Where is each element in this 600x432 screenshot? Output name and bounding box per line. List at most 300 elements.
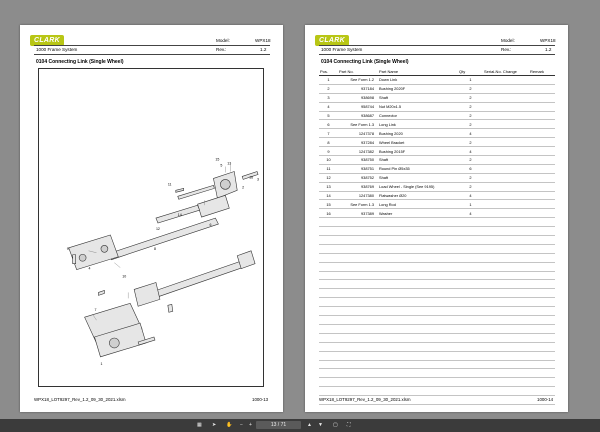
table-row bbox=[319, 316, 555, 325]
part-number-cell bbox=[338, 236, 378, 245]
part-name-cell bbox=[378, 227, 458, 236]
part-number-cell bbox=[338, 333, 378, 342]
serial-change-cell bbox=[483, 76, 529, 85]
serial-change-cell bbox=[483, 84, 529, 93]
pos-cell bbox=[319, 218, 338, 227]
part-name-cell bbox=[378, 360, 458, 369]
quantity-cell: 2 bbox=[458, 173, 483, 182]
pos-cell bbox=[319, 369, 338, 378]
part-number-cell: 938750 bbox=[338, 156, 378, 165]
pos-cell bbox=[319, 298, 338, 307]
part-number-cell bbox=[338, 360, 378, 369]
pin-shape bbox=[98, 290, 104, 295]
part-number-cell bbox=[338, 218, 378, 227]
table-row bbox=[319, 289, 555, 298]
model-value: WPX18 bbox=[540, 38, 556, 43]
callout: 14 bbox=[177, 213, 182, 218]
table-row bbox=[319, 387, 555, 396]
table-row bbox=[319, 369, 555, 378]
part-name-cell: Round Pin Ø5x35 bbox=[378, 164, 458, 173]
pos-cell: 9 bbox=[319, 147, 338, 156]
part-number-cell: 1247380 bbox=[338, 191, 378, 200]
serial-change-cell bbox=[483, 138, 529, 147]
serial-change-cell bbox=[483, 271, 529, 280]
remark-cell bbox=[529, 138, 555, 147]
down-link-shape bbox=[66, 235, 119, 270]
remark-cell bbox=[529, 342, 555, 351]
part-number-cell bbox=[338, 253, 378, 262]
part-name-cell bbox=[378, 236, 458, 245]
part-number-cell: 958744 bbox=[338, 102, 378, 111]
serial-change-cell bbox=[483, 333, 529, 342]
remark-cell bbox=[529, 280, 555, 289]
part-name-cell bbox=[378, 271, 458, 280]
remark-cell bbox=[529, 333, 555, 342]
part-number-cell bbox=[338, 316, 378, 325]
bushing-shape bbox=[79, 254, 86, 261]
rev-value: 1.2 bbox=[260, 47, 267, 52]
pos-cell bbox=[319, 244, 338, 253]
quantity-cell: 4 bbox=[458, 209, 483, 218]
pos-cell: 13 bbox=[319, 182, 338, 191]
quantity-cell bbox=[458, 316, 483, 325]
header-divider bbox=[319, 54, 555, 55]
remark-cell bbox=[529, 191, 555, 200]
serial-change-cell bbox=[483, 129, 529, 138]
part-number-cell bbox=[338, 351, 378, 360]
section-title: 0104 Connecting Link (Single Wheel) bbox=[321, 59, 409, 65]
table-row bbox=[319, 173, 555, 182]
part-name-cell: Nut M20x1.5 bbox=[378, 102, 458, 111]
part-name-cell: Shaft bbox=[378, 93, 458, 102]
table-row bbox=[319, 218, 555, 227]
remark-cell bbox=[529, 76, 555, 85]
part-name-cell bbox=[378, 378, 458, 387]
table-row bbox=[319, 324, 555, 333]
zoom-in-icon[interactable]: + bbox=[249, 422, 252, 428]
pos-cell: 5 bbox=[319, 111, 338, 120]
serial-change-cell bbox=[483, 280, 529, 289]
callout: 11 bbox=[167, 182, 172, 187]
pos-cell: 3 bbox=[319, 93, 338, 102]
quantity-cell bbox=[458, 218, 483, 227]
quantity-cell bbox=[458, 351, 483, 360]
part-number-cell bbox=[338, 307, 378, 316]
pos-cell bbox=[319, 360, 338, 369]
callout: 1 bbox=[100, 361, 103, 366]
section-title: 0104 Connecting Link (Single Wheel) bbox=[36, 59, 124, 65]
remark-cell bbox=[529, 200, 555, 209]
left-page bbox=[20, 25, 283, 412]
callout: 15 bbox=[215, 157, 220, 162]
table-row bbox=[319, 93, 555, 102]
footer-filename: WPX18_LOT9297_Rev_1.2_09_30_2021.xlsm bbox=[34, 397, 126, 402]
pos-cell bbox=[319, 253, 338, 262]
serial-change-cell bbox=[483, 182, 529, 191]
shaft-shape bbox=[178, 185, 215, 199]
pos-cell bbox=[319, 262, 338, 271]
rev-label: Rev.: bbox=[216, 47, 227, 52]
remark-cell bbox=[529, 209, 555, 218]
quantity-cell bbox=[458, 280, 483, 289]
remark-cell bbox=[529, 378, 555, 387]
remark-cell bbox=[529, 218, 555, 227]
part-name-cell bbox=[378, 307, 458, 316]
quantity-cell: 1 bbox=[458, 76, 483, 85]
diagram-drawing bbox=[39, 69, 263, 386]
rev-label: Rev.: bbox=[501, 47, 512, 52]
remark-cell bbox=[529, 111, 555, 120]
page-indicator[interactable]: 13 / 71 bbox=[256, 421, 301, 429]
fit-page-icon[interactable]: ▢ bbox=[333, 422, 338, 428]
part-name-cell bbox=[378, 387, 458, 396]
part-number-cell bbox=[338, 244, 378, 253]
pos-cell bbox=[319, 236, 338, 245]
part-name-cell bbox=[378, 316, 458, 325]
table-row bbox=[319, 342, 555, 351]
remark-cell bbox=[529, 324, 555, 333]
quantity-cell: 2 bbox=[458, 84, 483, 93]
serial-change-cell bbox=[483, 369, 529, 378]
serial-change-cell bbox=[483, 102, 529, 111]
table-row bbox=[319, 307, 555, 316]
part-number-cell: 937284 bbox=[338, 138, 378, 147]
table-row bbox=[319, 102, 555, 111]
zoom-out-icon[interactable]: − bbox=[240, 422, 243, 428]
serial-change-cell bbox=[483, 227, 529, 236]
pdf-viewer-toolbar bbox=[0, 419, 600, 432]
quantity-cell: 2 bbox=[458, 138, 483, 147]
page-number: 1000-13 bbox=[252, 397, 269, 402]
pos-cell bbox=[319, 271, 338, 280]
part-number-cell bbox=[338, 298, 378, 307]
part-number-cell: See Form 1.3 bbox=[338, 120, 378, 129]
quantity-cell: 2 bbox=[458, 111, 483, 120]
part-number-cell: 938698 bbox=[338, 93, 378, 102]
pos-cell: 10 bbox=[319, 156, 338, 165]
part-name-cell bbox=[378, 369, 458, 378]
quantity-cell bbox=[458, 324, 483, 333]
part-number-cell: 1247382 bbox=[338, 147, 378, 156]
pos-cell bbox=[319, 307, 338, 316]
pos-cell: 15 bbox=[319, 200, 338, 209]
remark-cell bbox=[529, 147, 555, 156]
quantity-cell: 4 bbox=[458, 191, 483, 200]
column-header: Remark bbox=[529, 68, 555, 76]
remark-cell bbox=[529, 156, 555, 165]
column-header: Qty bbox=[458, 68, 483, 76]
system-name: 1000 Frame System bbox=[321, 47, 363, 52]
quantity-cell: 4 bbox=[458, 147, 483, 156]
table-row bbox=[319, 378, 555, 387]
exploded-parts-diagram bbox=[38, 68, 264, 387]
pos-cell bbox=[319, 227, 338, 236]
part-name-cell bbox=[378, 244, 458, 253]
table-row bbox=[319, 200, 555, 209]
next-page-icon[interactable]: ▼ bbox=[318, 422, 323, 428]
part-name-cell: Down Link bbox=[378, 76, 458, 85]
system-name: 1000 Frame System bbox=[36, 47, 78, 52]
table-row bbox=[319, 351, 555, 360]
pos-cell bbox=[319, 378, 338, 387]
part-number-cell bbox=[338, 387, 378, 396]
quantity-cell bbox=[458, 333, 483, 342]
part-name-cell: Connector bbox=[378, 111, 458, 120]
footer-filename: WPX18_LOT9297_Rev_1.2_09_30_2021.xlsm bbox=[319, 397, 411, 402]
cursor-icon[interactable]: ➤ bbox=[212, 422, 217, 428]
bracket-shape bbox=[134, 283, 160, 307]
pos-cell: 2 bbox=[319, 84, 338, 93]
part-name-cell: Flatwasher Ø20 bbox=[378, 191, 458, 200]
table-row bbox=[319, 111, 555, 120]
remark-cell bbox=[529, 387, 555, 396]
pos-cell bbox=[319, 324, 338, 333]
serial-change-cell bbox=[483, 93, 529, 102]
callout: 16 bbox=[249, 175, 254, 180]
callout: 6 bbox=[209, 223, 212, 228]
part-number-cell bbox=[338, 227, 378, 236]
serial-change-cell bbox=[483, 111, 529, 120]
serial-change-cell bbox=[483, 387, 529, 396]
page-number: 1000-14 bbox=[537, 397, 554, 402]
remark-cell bbox=[529, 236, 555, 245]
part-number-cell: 937389 bbox=[338, 209, 378, 218]
column-header: Part No. bbox=[338, 68, 378, 76]
pos-cell: 7 bbox=[319, 129, 338, 138]
quantity-cell bbox=[458, 360, 483, 369]
serial-change-cell bbox=[483, 164, 529, 173]
remark-cell bbox=[529, 253, 555, 262]
remark-cell bbox=[529, 271, 555, 280]
quantity-cell: 2 bbox=[458, 182, 483, 191]
pin-shape bbox=[176, 188, 184, 192]
table-row bbox=[319, 120, 555, 129]
serial-change-cell bbox=[483, 156, 529, 165]
hand-icon[interactable]: ✋ bbox=[226, 422, 233, 428]
quantity-cell bbox=[458, 236, 483, 245]
part-name-cell bbox=[378, 253, 458, 262]
part-number-cell: 938751 bbox=[338, 164, 378, 173]
part-name-cell bbox=[378, 262, 458, 271]
table-row bbox=[319, 262, 555, 271]
remark-cell bbox=[529, 93, 555, 102]
quantity-cell: 1 bbox=[458, 200, 483, 209]
rev-value: 1.2 bbox=[545, 47, 552, 52]
part-name-cell: Bushing 2020 bbox=[378, 129, 458, 138]
part-number-cell: 938752 bbox=[338, 173, 378, 182]
serial-change-cell bbox=[483, 262, 529, 271]
table-row bbox=[319, 298, 555, 307]
part-number-cell bbox=[338, 342, 378, 351]
quantity-cell bbox=[458, 369, 483, 378]
part-name-cell: Bushing 2020F bbox=[378, 84, 458, 93]
part-number-cell bbox=[338, 262, 378, 271]
callout: 2 bbox=[242, 185, 245, 190]
remark-cell bbox=[529, 129, 555, 138]
prev-page-icon[interactable]: ▲ bbox=[307, 422, 312, 428]
serial-change-cell bbox=[483, 289, 529, 298]
pos-cell: 16 bbox=[319, 209, 338, 218]
header-divider bbox=[319, 45, 555, 46]
table-row bbox=[319, 253, 555, 262]
quantity-cell bbox=[458, 378, 483, 387]
quantity-cell: 6 bbox=[458, 164, 483, 173]
bushing-shape bbox=[101, 245, 108, 252]
remark-cell bbox=[529, 84, 555, 93]
serial-change-cell bbox=[483, 351, 529, 360]
sidebar-icon[interactable]: ▦ bbox=[197, 422, 202, 428]
bushing-shape bbox=[220, 179, 230, 189]
quantity-cell: 2 bbox=[458, 156, 483, 165]
serial-change-cell bbox=[483, 307, 529, 316]
clark-logo: CLARK bbox=[315, 35, 349, 46]
quantity-cell bbox=[458, 342, 483, 351]
quantity-cell bbox=[458, 298, 483, 307]
callout: 5 bbox=[220, 163, 223, 168]
part-name-cell: Bushing 2015F bbox=[378, 147, 458, 156]
pos-cell: 11 bbox=[319, 164, 338, 173]
remark-cell bbox=[529, 360, 555, 369]
table-row bbox=[319, 333, 555, 342]
load-wheel-shape bbox=[109, 338, 119, 348]
part-number-cell: 1247378 bbox=[338, 129, 378, 138]
serial-change-cell bbox=[483, 360, 529, 369]
model-label: Model: bbox=[216, 38, 230, 43]
part-name-cell: Washer bbox=[378, 209, 458, 218]
link-shape bbox=[198, 195, 230, 217]
serial-change-cell bbox=[483, 191, 529, 200]
callout: 12 bbox=[155, 226, 160, 231]
serial-change-cell bbox=[483, 378, 529, 387]
part-number-cell: 937184 bbox=[338, 84, 378, 93]
model-value: WPX18 bbox=[255, 38, 271, 43]
header-divider bbox=[34, 54, 270, 55]
model-label: Model: bbox=[501, 38, 515, 43]
pos-cell bbox=[319, 316, 338, 325]
quantity-cell bbox=[458, 307, 483, 316]
table-row bbox=[319, 129, 555, 138]
right-page bbox=[305, 25, 568, 412]
parts-table-body bbox=[319, 76, 555, 405]
table-row bbox=[319, 227, 555, 236]
part-number-cell bbox=[338, 324, 378, 333]
pos-cell: 14 bbox=[319, 191, 338, 200]
serial-change-cell bbox=[483, 218, 529, 227]
remark-cell bbox=[529, 173, 555, 182]
serial-change-cell bbox=[483, 316, 529, 325]
remark-cell bbox=[529, 369, 555, 378]
remark-cell bbox=[529, 351, 555, 360]
part-name-cell bbox=[378, 280, 458, 289]
part-number-cell: See Form 1.3 bbox=[338, 200, 378, 209]
table-row bbox=[319, 182, 555, 191]
callout: 13 bbox=[227, 161, 232, 166]
part-name-cell bbox=[378, 333, 458, 342]
part-name-cell: Long Rod bbox=[378, 200, 458, 209]
quantity-cell bbox=[458, 271, 483, 280]
remark-cell bbox=[529, 262, 555, 271]
remark-cell bbox=[529, 307, 555, 316]
remark-cell bbox=[529, 298, 555, 307]
table-row bbox=[319, 76, 555, 85]
serial-change-cell bbox=[483, 236, 529, 245]
part-name-cell: Load Wheel - Single (See 9195) bbox=[378, 182, 458, 191]
table-header-row bbox=[319, 68, 555, 76]
callout: 10 bbox=[122, 274, 127, 279]
table-row bbox=[319, 271, 555, 280]
remark-cell bbox=[529, 120, 555, 129]
serial-change-cell bbox=[483, 244, 529, 253]
table-row bbox=[319, 138, 555, 147]
callout: 8 bbox=[153, 246, 156, 251]
remark-cell bbox=[529, 227, 555, 236]
quantity-cell bbox=[458, 253, 483, 262]
serial-change-cell bbox=[483, 324, 529, 333]
part-name-cell: Long Link bbox=[378, 120, 458, 129]
part-name-cell bbox=[378, 324, 458, 333]
table-row bbox=[319, 147, 555, 156]
fullscreen-icon[interactable]: ⛶ bbox=[347, 422, 351, 428]
part-number-cell bbox=[338, 378, 378, 387]
clark-logo: CLARK bbox=[30, 35, 64, 46]
table-row bbox=[319, 209, 555, 218]
part-name-cell bbox=[378, 298, 458, 307]
remark-cell bbox=[529, 244, 555, 253]
callout: 7 bbox=[94, 308, 97, 313]
table-row bbox=[319, 156, 555, 165]
table-row bbox=[319, 280, 555, 289]
part-name-cell bbox=[378, 289, 458, 298]
pos-cell: 6 bbox=[319, 120, 338, 129]
column-header: Part Name bbox=[378, 68, 458, 76]
quantity-cell: 2 bbox=[458, 120, 483, 129]
part-number-cell bbox=[338, 271, 378, 280]
column-header: Serial-No. Change bbox=[483, 68, 529, 76]
serial-change-cell bbox=[483, 253, 529, 262]
quantity-cell bbox=[458, 396, 483, 405]
quantity-cell bbox=[458, 289, 483, 298]
table-row bbox=[319, 164, 555, 173]
table-row bbox=[319, 236, 555, 245]
serial-change-cell bbox=[483, 147, 529, 156]
pos-cell: 1 bbox=[319, 76, 338, 85]
part-name-cell: Wheel Bracket bbox=[378, 138, 458, 147]
remark-cell bbox=[529, 289, 555, 298]
part-number-cell: 938769 bbox=[338, 182, 378, 191]
remark-cell bbox=[529, 102, 555, 111]
remark-cell bbox=[529, 316, 555, 325]
pos-cell bbox=[319, 280, 338, 289]
table-row bbox=[319, 360, 555, 369]
part-name-cell bbox=[378, 342, 458, 351]
pos-cell: 4 bbox=[319, 102, 338, 111]
remark-cell bbox=[529, 164, 555, 173]
serial-change-cell bbox=[483, 209, 529, 218]
part-number-cell: 938687 bbox=[338, 111, 378, 120]
part-number-cell bbox=[338, 280, 378, 289]
serial-change-cell bbox=[483, 298, 529, 307]
part-number-cell bbox=[338, 289, 378, 298]
table-row bbox=[319, 84, 555, 93]
pin-shape bbox=[168, 304, 173, 312]
pin-shape bbox=[73, 255, 76, 264]
serial-change-cell bbox=[483, 120, 529, 129]
part-name-cell bbox=[378, 218, 458, 227]
pos-cell bbox=[319, 342, 338, 351]
pos-cell: 12 bbox=[319, 173, 338, 182]
parts-table bbox=[319, 68, 555, 405]
quantity-cell: 2 bbox=[458, 102, 483, 111]
